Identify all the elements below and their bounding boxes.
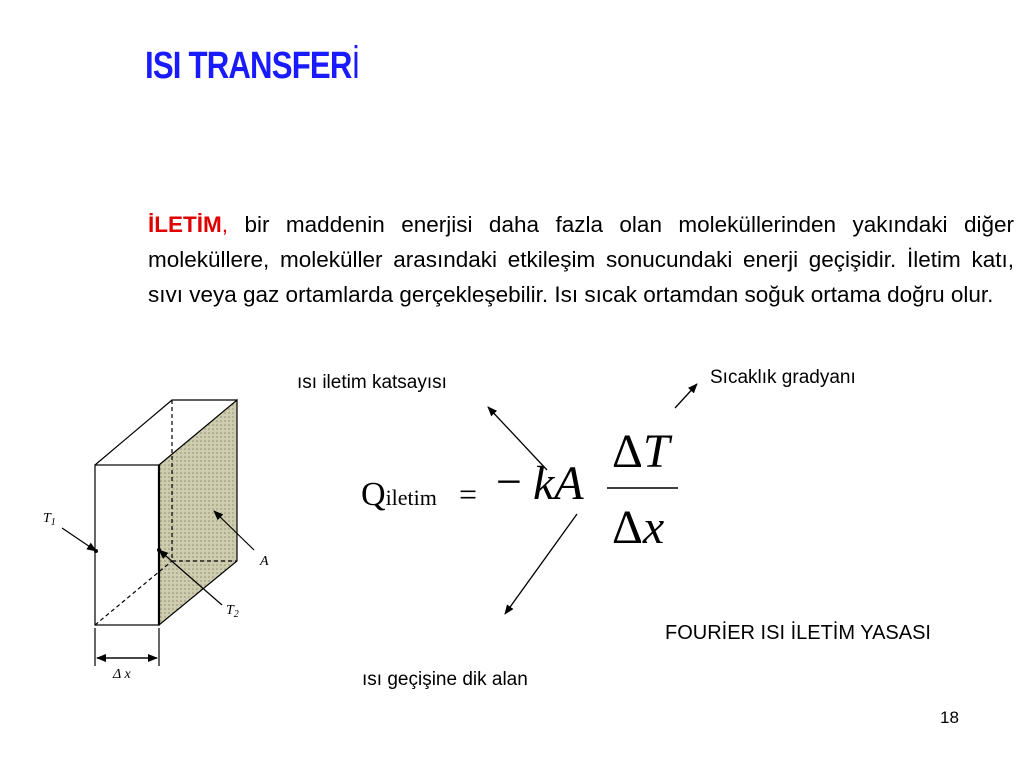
equation-ka: kA bbox=[533, 457, 584, 510]
label-fourier-law: FOURİER ISI İLETİM YASASI bbox=[665, 622, 931, 644]
arrow-gradient bbox=[675, 384, 697, 408]
label-t1: $T_1$ bbox=[43, 511, 56, 528]
slide-title: ISI TRANSFERİ bbox=[145, 45, 360, 87]
label-conductivity: ısı iletim katsayısı bbox=[297, 372, 447, 393]
label-A: A bbox=[260, 554, 269, 569]
label-area: ısı geçişine dik alan bbox=[362, 669, 528, 690]
slab-front-face bbox=[95, 465, 159, 625]
slab-diagram bbox=[62, 400, 254, 666]
shaded-face-A bbox=[159, 400, 237, 625]
equation-minus: − bbox=[496, 456, 522, 507]
title-suffix: İ bbox=[351, 45, 360, 87]
t1-pointer bbox=[62, 528, 96, 551]
label-gradient: Sıcaklık gradyanı bbox=[710, 367, 856, 388]
page-number: 18 bbox=[940, 708, 959, 727]
definition-body: bir maddenin enerjisi daha fazla olan moleküllerinden yakındaki diğer moleküllere, moleküller arasındaki etkileşim sonucundaki enerji geçişidir. İletim katı, sıvı veya gaz ortamlarda gerçekleşebilir. Isı sıcak ortamdan soğuk ortama doğru olur. bbox=[148, 212, 1014, 307]
equation-q-subscript: iletim bbox=[385, 485, 437, 510]
equation-equals: = bbox=[459, 476, 478, 512]
label-t2: $T_2$ bbox=[226, 603, 239, 620]
arrow-area bbox=[505, 514, 577, 614]
label-dx: Δ x bbox=[113, 667, 131, 682]
term-punct: , bbox=[221, 212, 229, 237]
equation-denominator: Δx bbox=[612, 501, 665, 554]
term-iletim: İLETİM bbox=[148, 212, 222, 237]
equation-numerator: ΔT bbox=[612, 425, 670, 478]
equation-q: Qiletim bbox=[361, 476, 437, 513]
arrow-conductivity bbox=[488, 407, 547, 470]
